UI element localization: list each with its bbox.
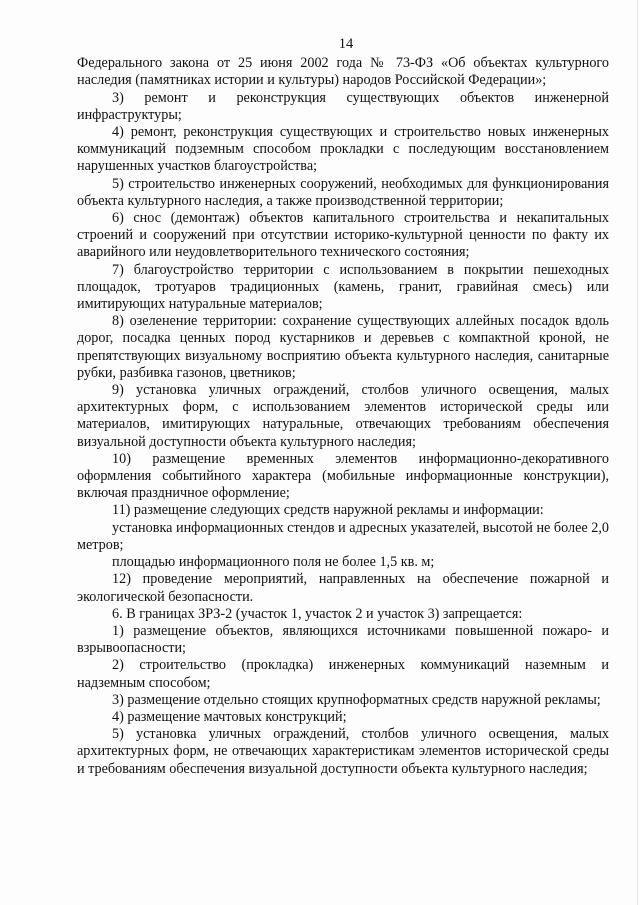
list-item-7: 7) благоустройство территории с использованием в покрытии пешеходных площадок, тротуаров традиционных (камень, гранит, гравийная смесь) или имитирующих натуральные материалов; [77, 261, 609, 313]
prohibited-item-3: 3) размещение отдельно стоящих крупноформатных средств наружной рекламы; [112, 691, 601, 708]
scan-edge-line [637, 0, 638, 905]
paragraph-continuation: Федерального закона от 25 июня 2002 года № 73-ФЗ «Об объектах культурного наследия (памятниках истории и культуры) народов Российской Федерации»; [77, 55, 609, 89]
prohibited-item-4: 4) размещение мачтовых конструкций; [112, 708, 347, 725]
list-item-11: 11) размещение следующих средств наружной рекламы и информации: [112, 502, 544, 519]
sub-item-stands: установка информационных стендов и адресных указателей, высотой не более 2,0 метров; [77, 519, 609, 553]
list-item-5: 5) строительство инженерных сооружений, необходимых для функционирования объекта культурного наследия, а также производственной территории; [77, 175, 609, 209]
section-heading-6: 6. В границах ЗРЗ-2 (участок 1, участок 2 и участок 3) запрещается: [112, 605, 523, 622]
prohibited-item-5: 5) установка уличных ограждений, столбов уличного освещения, малых архитектурных форм, не отвечающих характеристикам элементов исторической среды и требованиям обеспечения визуальной доступности объекта культурного наследия; [77, 726, 609, 777]
sub-item-area: площадью информационного поля не более 1,5 кв. м; [112, 554, 435, 571]
prohibited-item-1: 1) размещение объектов, являющихся источниками повышенной пожаро- и взрывоопасности; [77, 622, 609, 657]
list-item-4: 4) ремонт, реконструкция существующих и строительство новых инженерных коммуникаций подземным способом прокладки с последующим восстановлением нарушенных участков благоустройства; [77, 124, 609, 175]
page-number: 14 [338, 36, 354, 52]
list-item-9: 9) установка уличных ограждений, столбов уличного освещения, малых архитектурных форм, с использованием элементов исторической среды или материалов, имитирующих натуральные, отвечающих требованиям обеспечения визуальной доступности объекта культурного наследия; [77, 382, 609, 450]
list-item-6: 6) снос (демонтаж) объектов капитального строительства и некапитальных строений и сооружений при отсутствии историко-культурной ценности по факту их аварийного или неудовлетворительного технического состояния; [77, 210, 609, 261]
list-item-3: 3) ремонт и реконструкция существующих объектов инженерной инфраструктуры; [77, 89, 609, 123]
list-item-10: 10) размещение временных элементов информационно-декоративного оформления событийного характера (мобильные информационные конструкции), включая праздничное оформление; [77, 450, 609, 502]
prohibited-item-2: 2) строительство (прокладка) инженерных коммуникаций наземным и надземным способом; [77, 657, 609, 691]
list-item-12: 12) проведение мероприятий, направленных на обеспечение пожарной и экологической безопасности. [77, 571, 609, 605]
list-item-8: 8) озеленение территории: сохранение существующих аллейных посадок вдоль дорог, посадка ценных пород кустарников и деревьев с компактной кроной, не препятствующих визуальному восприятию объекта культурного наследия, санитарные рубки, разбивка газонов, цветников; [77, 313, 609, 381]
